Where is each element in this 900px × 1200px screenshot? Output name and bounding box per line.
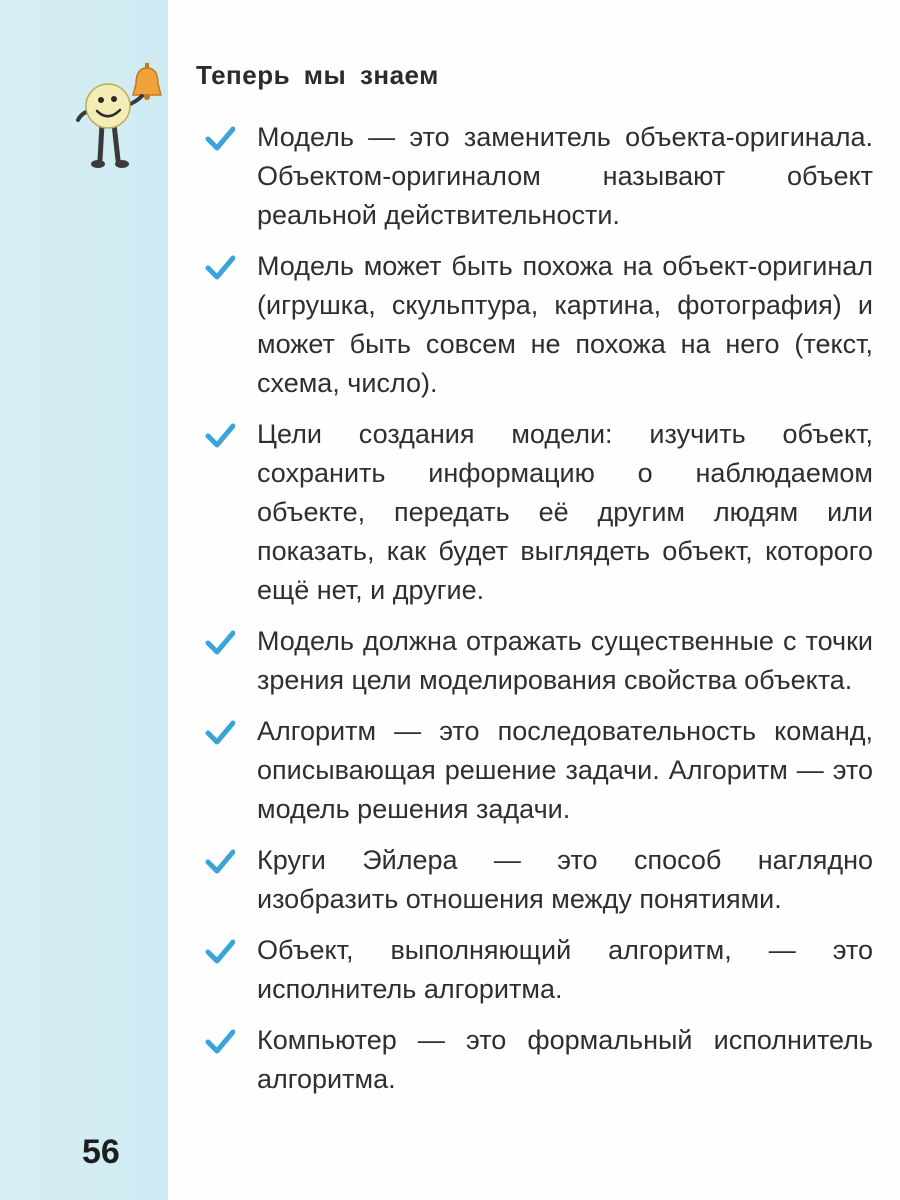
fact-text: Алгоритм — это последовательность команд, описывающая решение задачи. Алгоритм — это модель решения задачи. — [257, 716, 873, 824]
check-icon — [205, 255, 235, 281]
facts-list — [205, 118, 873, 1111]
fact-item — [205, 415, 873, 610]
fact-text: Круги Эйлера — это способ наглядно изобразить отношения между понятиями. — [257, 845, 873, 914]
check-icon — [205, 939, 235, 965]
check-icon — [205, 630, 235, 656]
fact-text: Компьютер — это формальный исполнитель алгоритма. — [257, 1025, 873, 1094]
fact-item — [205, 931, 873, 1009]
fact-text: Модель может быть похожа на объект-оригинал (игрушка, скульптура, картина, фотография) и может быть совсем не похожа на него (текст, схема, число). — [257, 251, 873, 398]
fact-text: Объект, выполняющий алгоритм, — это исполнитель алгоритма. — [257, 935, 873, 1004]
check-icon — [205, 126, 235, 152]
section-heading: Теперь мы знаем — [196, 60, 439, 90]
fact-text: Модель должна отражать существенные с точки зрения цели моделирования свойства объекта. — [257, 626, 873, 695]
fact-item — [205, 712, 873, 829]
fact-text: Цели создания модели: изучить объект, сохранить информацию о наблюдаемом объекте, передать её другим людям или показать, как будет выглядеть объект, которого ещё нет, и другие. — [257, 419, 873, 605]
fact-text: Модель — это заменитель объекта-оригинала. Объектом-оригиналом называют объект реальной действительности. — [257, 122, 873, 230]
fact-item — [205, 841, 873, 919]
fact-item — [205, 247, 873, 403]
page-number: 56 — [82, 1133, 120, 1171]
check-icon — [205, 423, 235, 449]
check-icon — [205, 1029, 235, 1055]
check-icon — [205, 849, 235, 875]
fact-item — [205, 622, 873, 700]
side-band — [0, 0, 168, 1200]
smiley-mascot-icon — [70, 62, 170, 177]
fact-item — [205, 118, 873, 235]
check-icon — [205, 720, 235, 746]
fact-item — [205, 1021, 873, 1099]
